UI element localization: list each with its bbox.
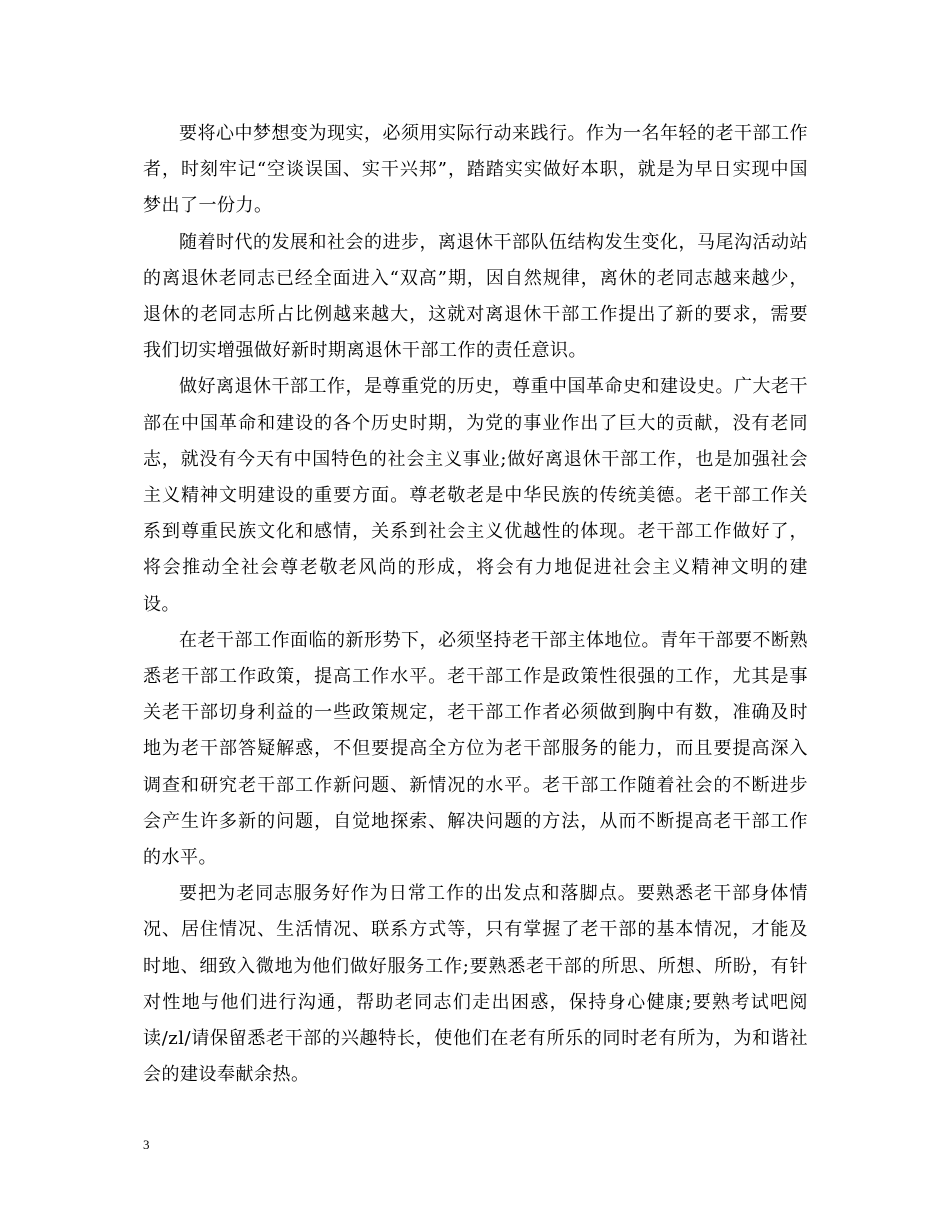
paragraph-2: 随着时代的发展和社会的进步，离退休干部队伍结构发生变化，马尾沟活动站的离退休老同志已经全面进入“双高”期，因自然规律，离休的老同志越来越少，退休的老同志所占比例越来越大，这就对离退休干部工作提出了新的要求，需要我们切实增强做好新时期离退休干部工作的责任意识。 <box>143 231 808 362</box>
body-text <box>143 116 808 1093</box>
paragraph-5: 要把为老同志服务好作为日常工作的出发点和落脚点。要熟悉老干部身体情况、居住情况、生活情况、联系方式等，只有掌握了老干部的基本情况，才能及时地、细致入微地为他们做好服务工作;要熟悉老干部的所思、所想、所盼，有针对性地与他们进行沟通，帮助老同志们走出困惑，保持身心健康;要熟考试吧阅读/zl/请保留悉老干部的兴趣特长，使他们在老有所乐的同时老有所为，为和谐社会的建设奉献余热。 <box>143 883 808 1086</box>
page-number: 3 <box>143 1137 150 1152</box>
paragraph-3: 做好离退休干部工作，是尊重党的历史，尊重中国革命史和建设史。广大老干部在中国革命和建设的各个历史时期，为党的事业作出了巨大的贡献，没有老同志，就没有今天有中国特色的社会主义事业;做好离退休干部工作，也是加强社会主义精神文明建设的重要方面。尊老敬老是中华民族的传统美德。老干部工作关系到尊重民族文化和感情，关系到社会主义优越性的体现。老干部工作做好了，将会推动全社会尊老敬老风尚的形成，将会有力地促进社会主义精神文明的建设。 <box>143 376 808 615</box>
paragraph-1: 要将心中梦想变为现实，必须用实际行动来践行。作为一名年轻的老干部工作者，时刻牢记“空谈误国、实干兴邦”，踏踏实实做好本职，就是为早日实现中国梦出了一份力。 <box>143 123 808 217</box>
paragraph-4: 在老干部工作面临的新形势下，必须坚持老干部主体地位。青年干部要不断熟悉老干部工作政策，提高工作水平。老干部工作是政策性很强的工作，尤其是事关老干部切身利益的一些政策规定，老干部工作者必须做到胸中有数，准确及时地为老干部答疑解惑，不但要提高全方位为老干部服务的能力，而且要提高深入调查和研究老干部工作新问题、新情况的水平。老干部工作随着社会的不断进步会产生许多新的问题，自觉地探索、解决问题的方法，从而不断提高老干部工作的水平。 <box>143 629 808 869</box>
